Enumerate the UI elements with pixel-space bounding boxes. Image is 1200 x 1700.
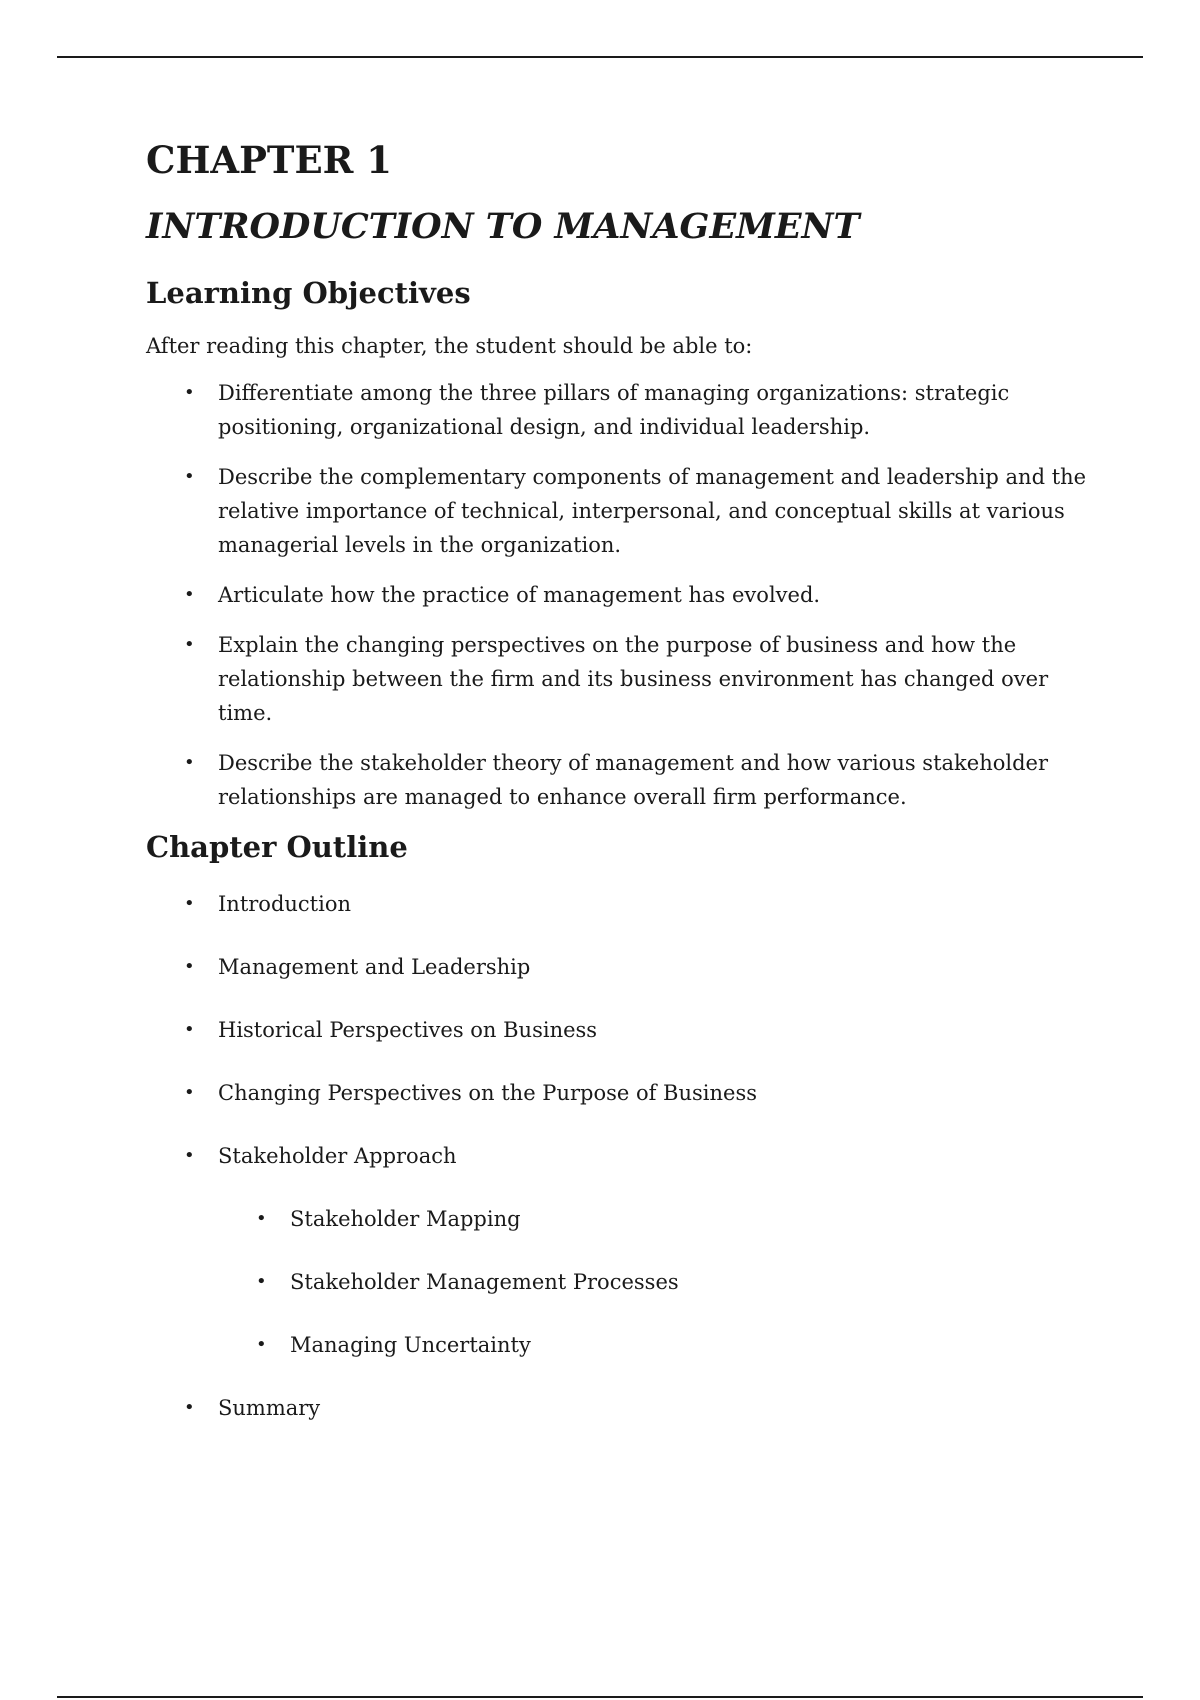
chapter-title: INTRODUCTION TO MANAGEMENT: [146, 206, 860, 248]
outline-text: Changing Perspectives on the Purpose of Business: [218, 1081, 758, 1106]
chapter-outline-list: [146, 887, 1096, 1425]
outline-text: Stakeholder Management Processes: [290, 1270, 679, 1295]
outline-text: Stakeholder Approach: [218, 1144, 457, 1169]
learning-objectives-intro: After reading this chapter, the student should be able to:: [146, 334, 753, 359]
bullet-icon: •: [184, 1082, 195, 1104]
bullet-icon: •: [256, 1334, 267, 1356]
bullet-icon: •: [256, 1271, 267, 1293]
outline-item: [146, 1076, 1096, 1110]
chapter-outline-heading: Chapter Outline: [146, 830, 408, 865]
bullet-icon: •: [184, 956, 195, 978]
learning-objectives-heading: Learning Objectives: [146, 276, 471, 311]
bullet-icon: •: [184, 1019, 195, 1041]
page-content: [146, 138, 1096, 1454]
objective-item: [146, 628, 1096, 730]
bullet-icon: •: [184, 752, 195, 774]
objective-item: [146, 460, 1096, 562]
outline-text: Management and Leadership: [218, 955, 531, 980]
outline-text: Historical Perspectives on Business: [218, 1018, 598, 1043]
bullet-icon: •: [184, 584, 195, 606]
outline-item: [146, 887, 1096, 921]
outline-text: Introduction: [218, 892, 351, 917]
bullet-icon: •: [184, 634, 195, 656]
bullet-icon: •: [256, 1208, 267, 1230]
top-rule: [57, 56, 1143, 58]
bullet-icon: •: [184, 893, 195, 915]
learning-objectives-list: [146, 376, 1096, 814]
outline-subitem: [146, 1202, 1096, 1236]
objective-item: [146, 578, 1096, 612]
outline-subitem: [146, 1265, 1096, 1299]
objective-text: Articulate how the practice of management has evolved.: [218, 583, 821, 608]
bullet-icon: •: [184, 466, 195, 488]
outline-text: Stakeholder Mapping: [290, 1207, 521, 1232]
outline-subitem: [146, 1328, 1096, 1362]
bullet-icon: •: [184, 382, 195, 404]
objective-text: Explain the changing perspectives on the purpose of business and how the relationship between the firm and its business environment has changed over time.: [218, 633, 1049, 726]
outline-item: [146, 1013, 1096, 1047]
bullet-icon: •: [184, 1145, 195, 1167]
objective-text: Describe the complementary components of management and leadership and the relative importance of technical, interpersonal, and conceptual skills at various managerial levels in the organization.: [218, 465, 1087, 558]
objective-text: Differentiate among the three pillars of managing organizations: strategic positioning, organizational design, and individual leadership.: [218, 381, 1010, 440]
objective-item: [146, 746, 1096, 814]
outline-item: [146, 1139, 1096, 1173]
outline-text: Managing Uncertainty: [290, 1333, 531, 1358]
chapter-number: CHAPTER 1: [146, 138, 393, 182]
outline-text: Summary: [218, 1396, 321, 1421]
outline-item: [146, 950, 1096, 984]
outline-item: [146, 1391, 1096, 1425]
bottom-rule: [57, 1696, 1143, 1698]
bullet-icon: •: [184, 1397, 195, 1419]
objective-text: Describe the stakeholder theory of management and how various stakeholder relationships are managed to enhance overall firm performance.: [218, 751, 1048, 810]
objective-item: [146, 376, 1096, 444]
